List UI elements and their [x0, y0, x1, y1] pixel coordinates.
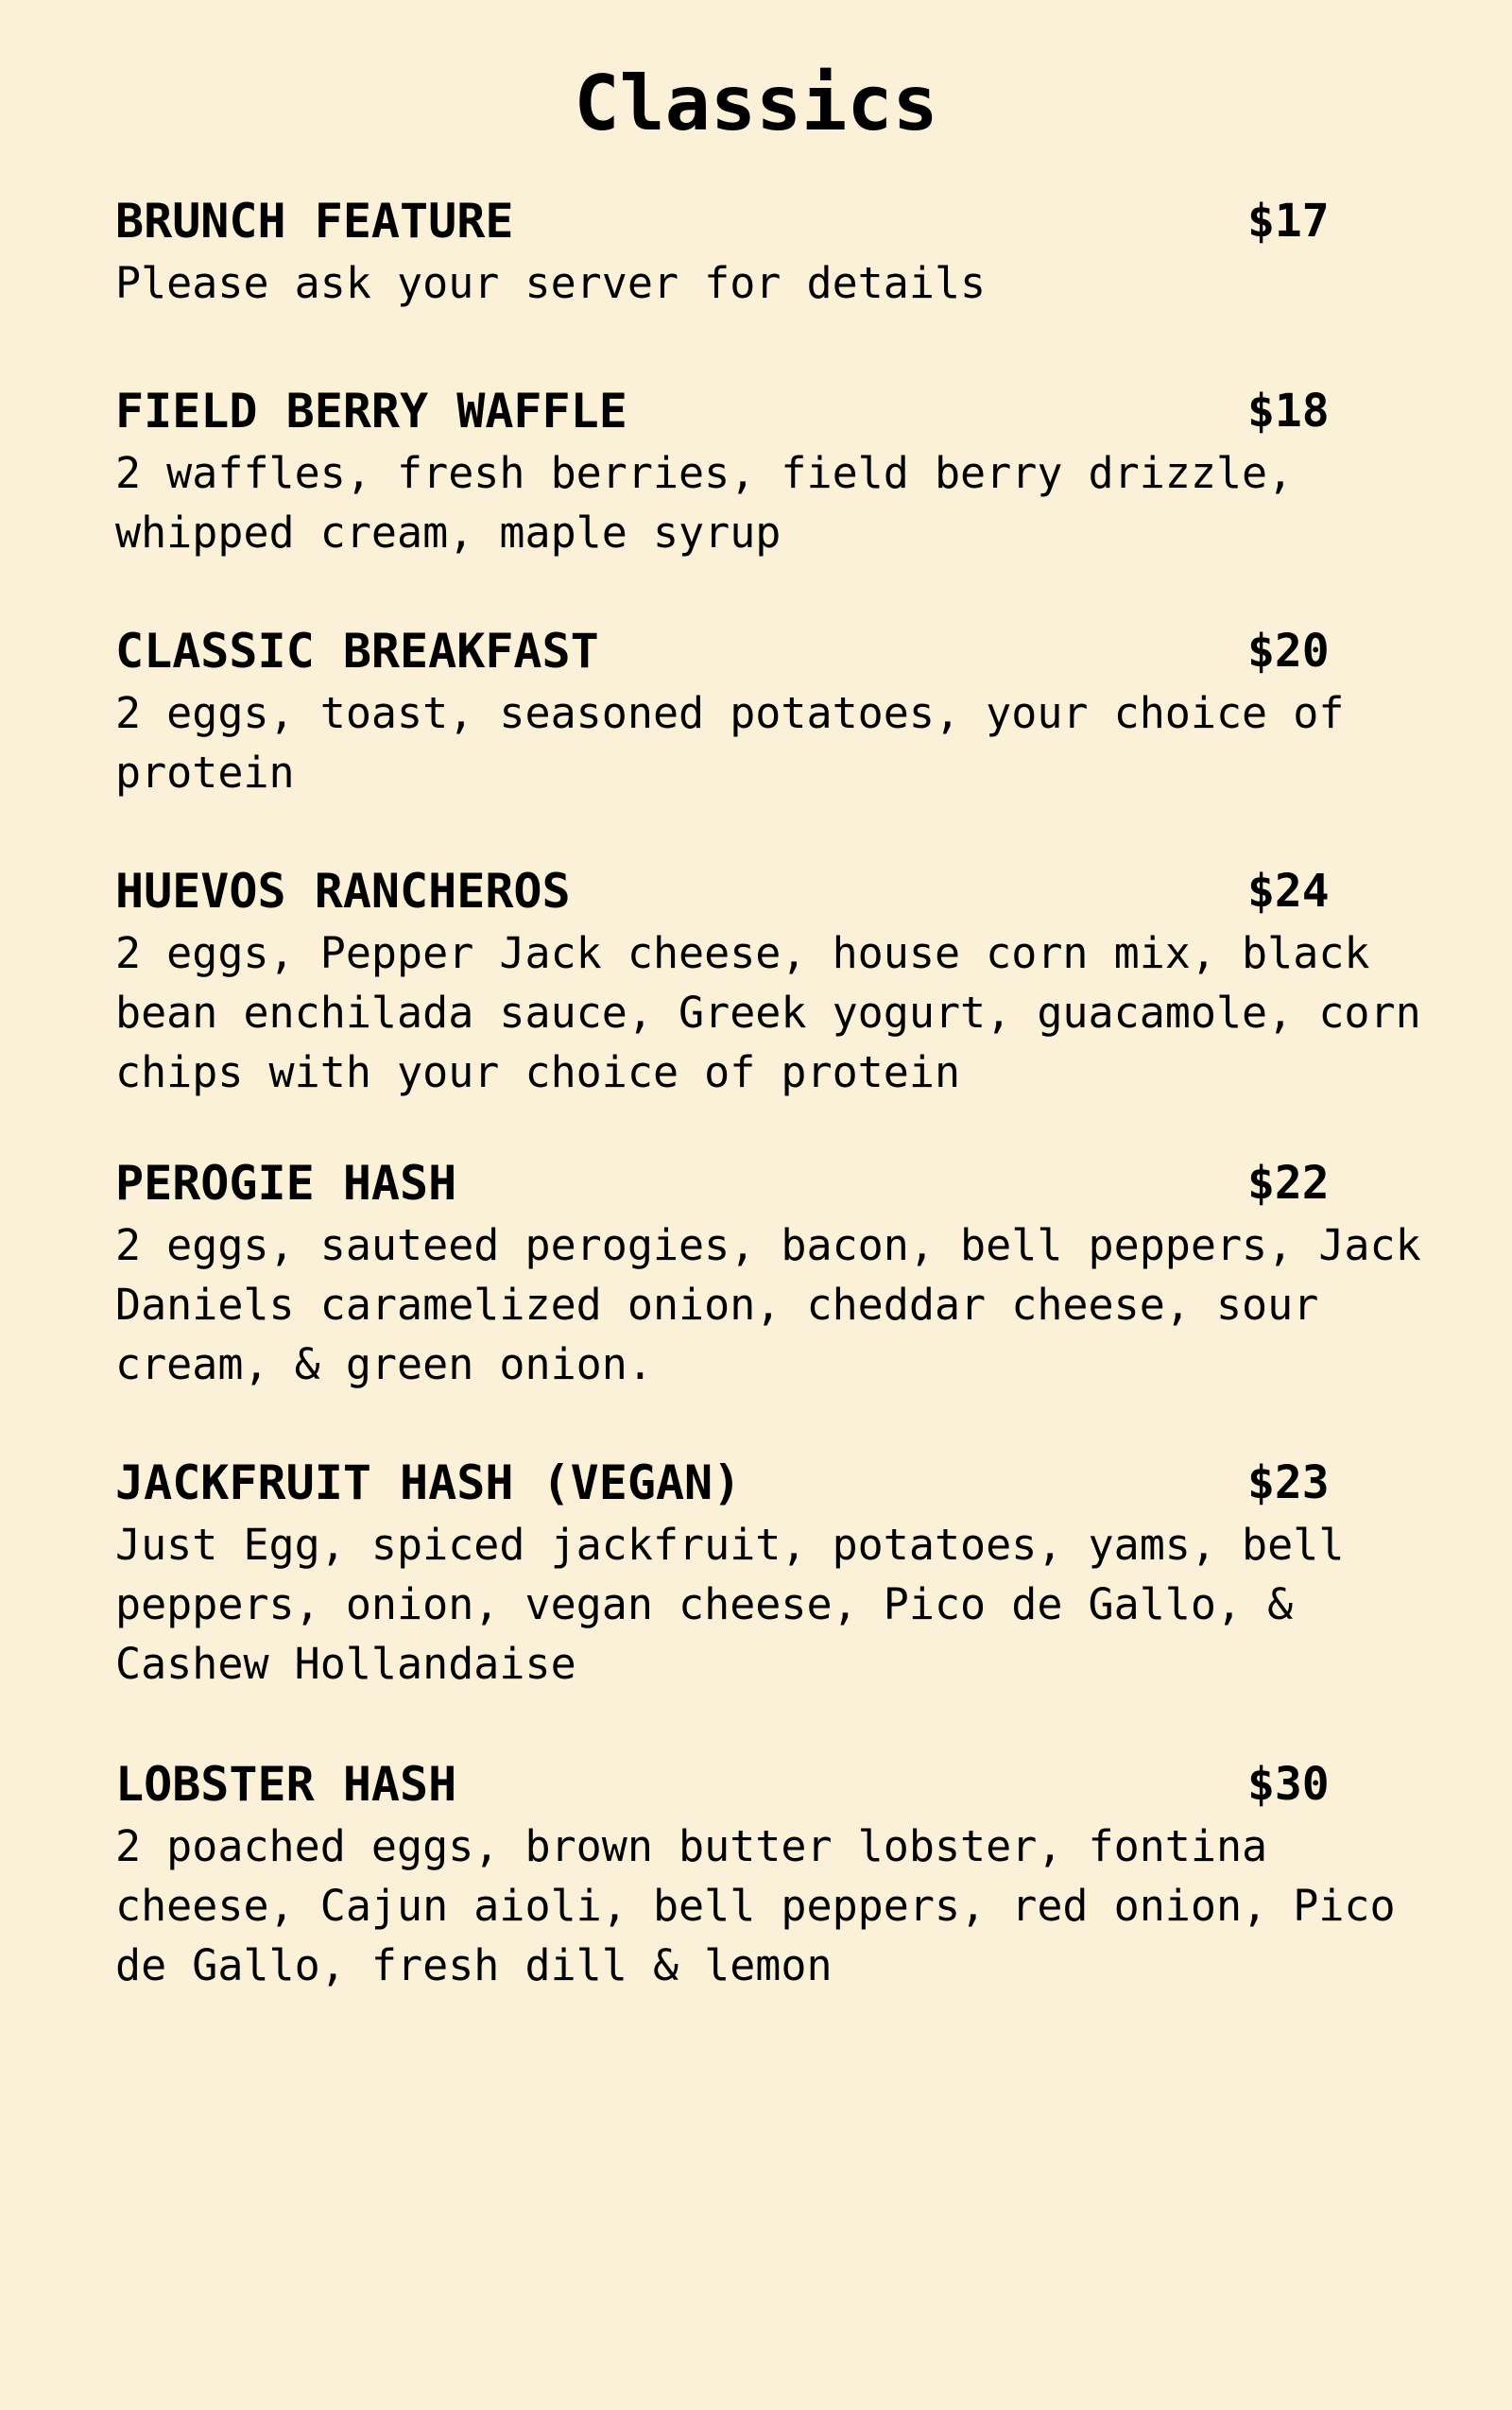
menu-item-name: JACKFRUIT HASH (VEGAN) — [115, 1455, 742, 1510]
menu-item-price: $23 — [1247, 1456, 1330, 1509]
menu-item-price: $24 — [1247, 865, 1330, 918]
menu-item-description: 2 eggs, sauteed perogies, bacon, bell peppers, Jack Daniels caramelized onion, cheddar cheese, sour cream, & green onion. — [115, 1220, 1421, 1389]
menu-item-header — [115, 379, 1438, 443]
menu-item-header — [115, 1451, 1438, 1515]
menu-item-name: CLASSIC BREAKFAST — [115, 624, 599, 679]
menu-item-price: $22 — [1247, 1157, 1330, 1210]
menu-item — [115, 859, 1438, 1102]
menu-item-header — [115, 859, 1438, 923]
menu-item — [115, 379, 1438, 562]
menu-item-description: Please ask your server for details — [115, 258, 987, 308]
menu-item-description: 2 eggs, Pepper Jack cheese, house corn mix, black bean enchilada sauce, Greek yogurt, guacamole, corn chips with your choice of protein — [115, 928, 1421, 1097]
menu-items-list — [115, 189, 1438, 1995]
menu-item-price: $30 — [1247, 1758, 1330, 1811]
menu-item — [115, 619, 1438, 802]
menu-item — [115, 1451, 1438, 1694]
menu-item-price: $20 — [1247, 625, 1330, 678]
menu-item-name: LOBSTER HASH — [115, 1757, 457, 1812]
menu-item-header — [115, 1752, 1438, 1816]
menu-item — [115, 1752, 1438, 1995]
menu-item-name: BRUNCH FEATURE — [115, 194, 514, 249]
menu-item — [115, 1151, 1438, 1394]
menu-item-header — [115, 189, 1438, 253]
menu-item-header — [115, 1151, 1438, 1215]
menu-item-description: 2 poached eggs, brown butter lobster, fontina cheese, Cajun aioli, bell peppers, red onion, Pico de Gallo, fresh dill & lemon — [115, 1821, 1396, 1990]
menu-item-price: $17 — [1247, 195, 1330, 248]
menu-item-price: $18 — [1247, 385, 1330, 438]
menu-item-name: FIELD BERRY WAFFLE — [115, 384, 627, 439]
menu-item-description: 2 waffles, fresh berries, field berry drizzle, whipped cream, maple syrup — [115, 448, 1294, 558]
menu-item-description: 2 eggs, toast, seasoned potatoes, your choice of protein — [115, 688, 1345, 798]
menu-item-header — [115, 619, 1438, 683]
menu-item-name: HUEVOS RANCHEROS — [115, 864, 571, 919]
menu-item — [115, 189, 1438, 313]
menu-item-description: Just Egg, spiced jackfruit, potatoes, yams, bell peppers, onion, vegan cheese, Pico de Gallo, & Cashew Hollandaise — [115, 1520, 1345, 1689]
menu-item-name: PEROGIE HASH — [115, 1156, 457, 1211]
menu-section-title: Classics — [574, 60, 938, 147]
